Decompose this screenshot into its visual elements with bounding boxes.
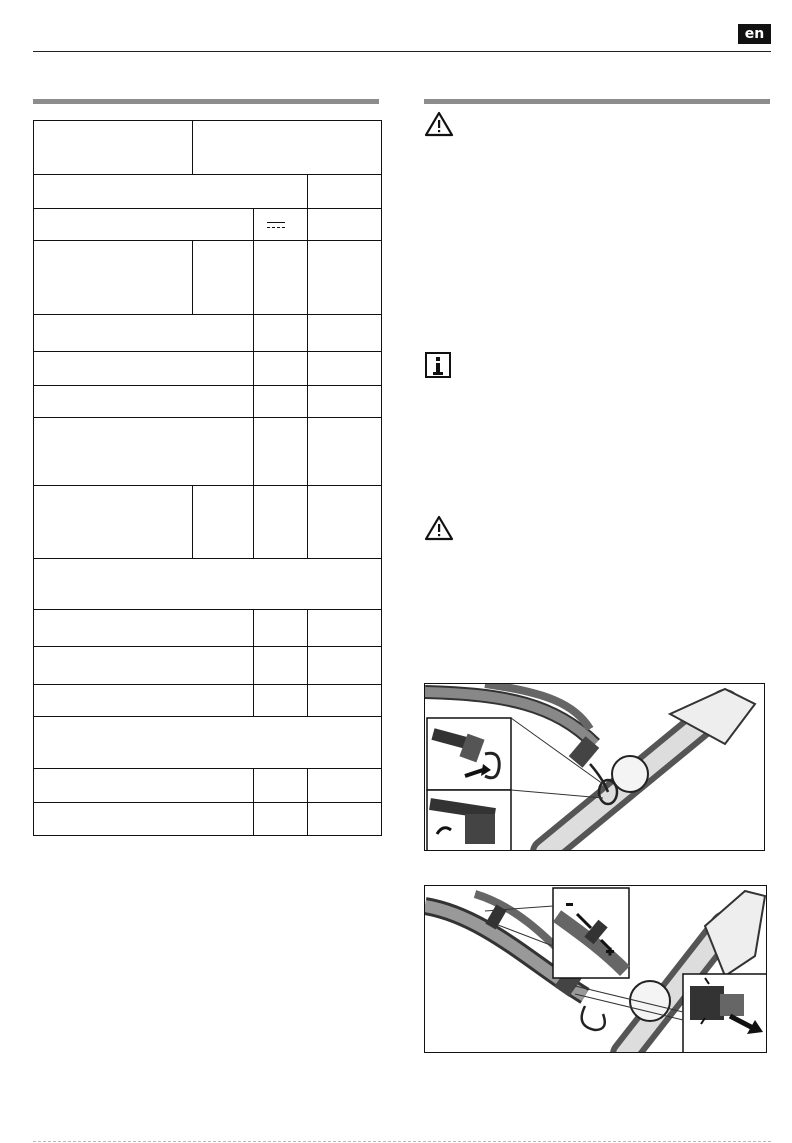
spec-cell xyxy=(33,208,254,241)
header-rule xyxy=(33,51,771,52)
spec-cell xyxy=(307,768,382,803)
spec-cell xyxy=(307,684,382,717)
spec-cell xyxy=(307,646,382,685)
spec-section-header xyxy=(33,558,382,610)
spec-cell-unit xyxy=(253,646,308,685)
spec-cell xyxy=(307,802,382,836)
spec-cell xyxy=(307,351,382,386)
spec-cell xyxy=(33,120,193,175)
direct-current-symbol-icon xyxy=(267,222,285,229)
spec-cell xyxy=(33,174,308,209)
spec-cell xyxy=(307,208,382,241)
spec-cell xyxy=(33,485,193,559)
spec-cell-unit xyxy=(253,351,308,386)
spec-cell xyxy=(33,385,254,418)
warning-triangle-icon xyxy=(424,515,454,541)
warning-triangle-icon xyxy=(424,111,454,137)
spec-cell xyxy=(33,314,254,352)
spec-cell xyxy=(192,120,382,175)
spec-cell xyxy=(307,240,382,315)
spec-cell xyxy=(33,646,254,685)
spec-table xyxy=(33,120,382,836)
spec-section-header xyxy=(33,716,382,769)
spec-cell xyxy=(307,417,382,486)
spec-cell-unit xyxy=(253,485,308,559)
spec-cell xyxy=(33,417,254,486)
spec-cell xyxy=(192,240,254,315)
spec-cell xyxy=(307,609,382,647)
spec-cell xyxy=(33,802,254,836)
spec-cell-unit xyxy=(253,802,308,836)
spec-cell-unit xyxy=(253,768,308,803)
spec-cell xyxy=(307,174,382,209)
spec-cell xyxy=(33,609,254,647)
section-bar-left xyxy=(33,99,379,104)
spec-cell xyxy=(192,485,254,559)
spec-cell xyxy=(33,351,254,386)
spec-cell xyxy=(33,768,254,803)
strap-adjust-illustration xyxy=(425,886,767,1053)
language-badge: en xyxy=(738,24,771,44)
spec-cell-unit xyxy=(253,609,308,647)
spec-cell-unit xyxy=(253,417,308,486)
figure-strap-hook xyxy=(424,683,765,851)
spec-cell-unit xyxy=(253,314,308,352)
spec-cell xyxy=(307,485,382,559)
spec-cell-unit xyxy=(253,385,308,418)
strap-hook-illustration xyxy=(425,684,765,851)
spec-cell-unit xyxy=(253,240,308,315)
info-icon xyxy=(425,352,451,378)
spec-cell xyxy=(33,684,254,717)
figure-strap-adjust xyxy=(424,885,767,1053)
spec-cell xyxy=(33,240,193,315)
section-bar-right xyxy=(424,99,770,104)
spec-cell xyxy=(307,385,382,418)
spec-cell xyxy=(307,314,382,352)
spec-cell-unit xyxy=(253,684,308,717)
footer-rule xyxy=(33,1141,771,1142)
